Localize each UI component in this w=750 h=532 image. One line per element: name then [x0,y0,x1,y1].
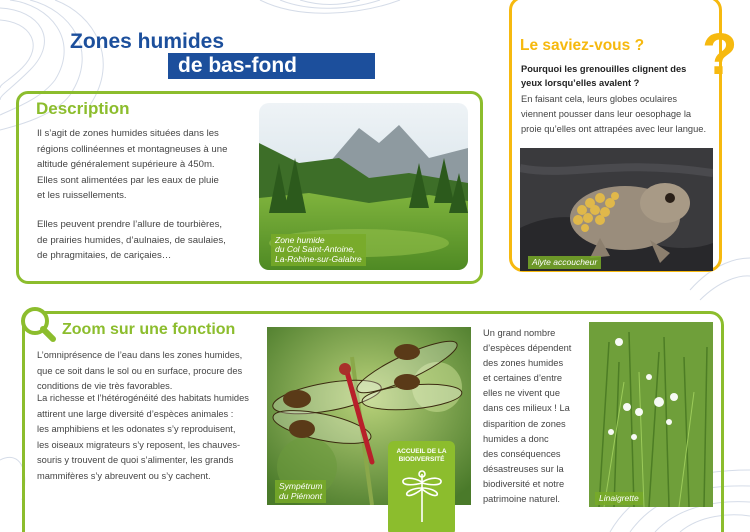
text-line: conditions de vie très favorables. [37,381,173,392]
text-line: proie qu’elles ont attrapées avec leur langue. [521,124,707,134]
page-title-line1: Zones humides [70,30,225,53]
text-line: L’omniprésence de l’eau dans les zones humides, [37,350,243,360]
description-para1 [37,126,242,204]
cottongrass-photo-caption: Linaigrette [595,492,643,506]
text-line: de phragmitaies, de cariçaies… [37,250,172,262]
saviez-vous-answer [521,92,713,137]
text-line: de prairies humides, d’aulnaies, de saulaies, [37,234,226,246]
wetland-meadow-photo [259,103,468,270]
text-line: altitude généralement supérieure à 450m. [37,159,215,171]
text-line: humides a donc [483,433,549,444]
question-mark-icon: ? [702,22,738,87]
text-line: des zones humides [483,358,564,369]
caption-line: Zone humide [275,234,325,245]
text-line: souris y trouvent de quoi s’alimenter, les grands [37,455,234,466]
caption-line: Sympétrum [279,481,323,491]
text-line: régions collinéennes et montagneuses à une [37,143,228,155]
cottongrass-photo [589,322,713,507]
text-line: Il s’agit de zones humides situées dans les [37,128,219,139]
description-para2 [37,217,242,264]
text-line: La richesse et l’hétérogénéité des habitats humides [37,393,249,403]
text-line: que ce soit dans le sol ou en surface, procure des [37,365,243,376]
zoom-right-text [483,326,575,507]
dragonfly-icon [399,468,445,524]
meadow-photo-caption [271,234,366,267]
text-line: elles ne vivent que [483,388,561,399]
caption-line: du Piémont [279,490,322,501]
zoom-para1 [37,348,262,395]
dragonfly-photo-caption [275,480,326,503]
text-line: Elles peuvent prendre l’allure de tourbières, [37,219,223,230]
text-line: désastreuses sur la [483,463,564,474]
text-line: Un grand nombre [483,328,556,338]
text-line: attirent une large diversité d’espèces animales : [37,408,234,419]
badge-line: ACCUEIL DE LA [396,448,447,455]
badge-line: BIODIVERSITÉ [398,456,445,463]
text-line: dans ces milieux ! La [483,403,570,414]
text-line: viennent pousser dans leur oesophage la [521,109,692,119]
zoom-para2 [37,391,262,485]
page-title-line2: de bas-fond [168,53,375,79]
text-line: d’espèces dépendent [483,343,572,354]
text-line: disparition de zones [483,418,566,429]
magnifier-icon [19,305,59,345]
text-line: mammifères s’y abreuvent ou s’y cachent. [37,470,211,481]
description-heading: Description [36,99,130,118]
text-line: Pourquoi les grenouilles clignent des [521,64,687,74]
caption-line: du Col Saint-Antoine, [275,244,356,254]
toad-photo-caption: Alyte accoucheur [528,256,601,270]
saviez-vous-heading: Le saviez-vous ? [520,37,645,54]
saviez-vous-question [521,62,713,90]
zoom-heading: Zoom sur une fonction [62,321,236,338]
text-line: Elles sont alimentées par les eaux de pluie [37,174,219,186]
text-line: et les ruissellements. [37,190,127,202]
biodiversity-badge [388,441,455,532]
toad-photo [520,148,713,271]
text-line: biodiversité et notre [483,478,565,489]
text-line: les oiseaux migrateurs s’y reposent, les chauves- [37,439,241,450]
text-line: En faisant cela, leurs globes oculaires [521,94,678,104]
text-line: patrimoine naturel. [483,494,560,505]
text-line: yeux lorsqu’elles avalent ? [521,78,640,88]
caption-line: La-Robine-sur-Galabre [275,253,362,264]
text-line: des conséquences [483,448,561,459]
text-line: et certaines d’entre [483,373,563,384]
text-line: les amphibiens et les odonates s’y reproduisent, [37,424,236,435]
